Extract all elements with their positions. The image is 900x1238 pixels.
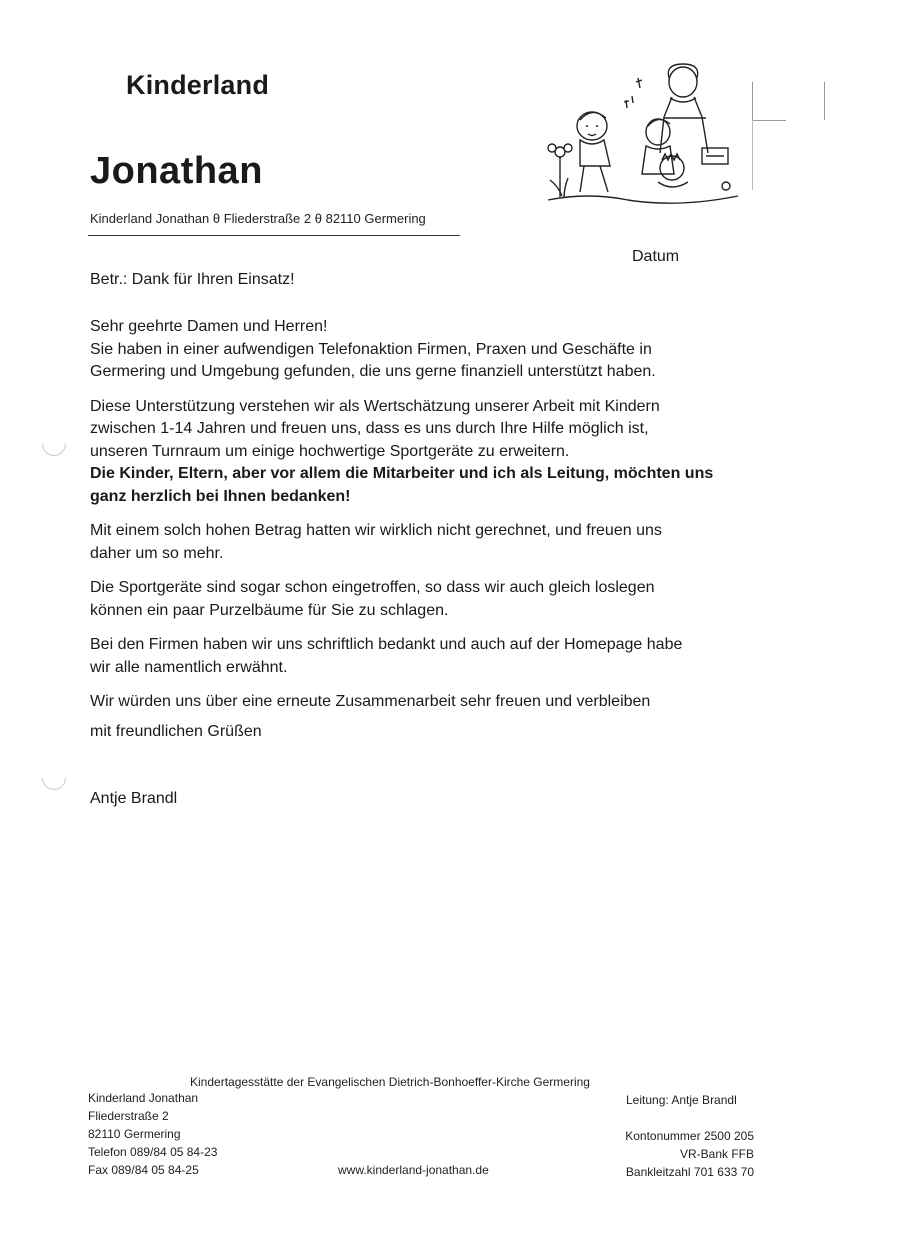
brand-main: Jonathan <box>90 150 263 192</box>
footer-contact <box>88 1089 217 1179</box>
punch-hole-mark <box>37 427 71 461</box>
page-mark <box>752 120 786 121</box>
page-mark <box>824 82 825 120</box>
sender-divider <box>88 235 460 236</box>
paragraph: Diese Unterstützung verstehen wir als Wertschätzung unserer Arbeit mit Kindern zwischen 1-14 Jahren und freuen uns, dass es uns durch Ihre Hilfe möglich ist, unseren Turnraum um einige hochwertige Sportgeräte zu erweitern. <box>90 397 660 460</box>
footer-account: Kontonummer 2500 205 <box>625 1129 754 1143</box>
subject-line: Betr.: Dank für Ihren Einsatz! <box>90 271 295 288</box>
paragraph: Sehr geehrte Damen und Herren! Sie haben in einer aufwendigen Telefonaktion Firmen, Praxen und Geschäfte in Germering und Umgebung gefunden, die uns gerne finanziell unterstützt haben. <box>90 318 656 380</box>
footer-bank-details <box>602 1127 754 1181</box>
footer-organization: Kindertagesstätte der Evangelischen Dietrich-Bonhoeffer-Kirche Germering <box>190 1075 590 1089</box>
date-label: Datum <box>632 248 680 265</box>
paragraph: Wir würden uns über eine erneute Zusammenarbeit sehr freuen und verbleiben <box>90 693 651 710</box>
children-drawing-icon <box>540 60 750 210</box>
sender-address: Kinderland Jonathan θ Fliederstraße 2 θ 82110 Germering <box>90 211 426 226</box>
paragraph-emphasis: Die Kinder, Eltern, aber vor allem die Mitarbeiter und ich als Leitung, möchten uns ganz herzlich bei Ihnen bedanken! <box>90 465 714 505</box>
page-mark <box>752 120 753 190</box>
punch-hole-mark <box>37 761 71 795</box>
footer-phone: Telefon 089/84 05 84-23 <box>88 1145 218 1159</box>
closing: mit freundlichen Grüßen <box>90 723 262 740</box>
footer-street: Fliederstraße 2 <box>88 1109 169 1123</box>
footer-bank: VR-Bank FFB <box>679 1147 754 1161</box>
paragraph: Die Sportgeräte sind sogar schon eingetroffen, so dass wir auch gleich loslegen können ein paar Purzelbäume für Sie zu schlagen. <box>90 579 655 619</box>
brand-top: Kinderland <box>126 70 270 100</box>
footer-website[interactable]: www.kinderland-jonathan.de <box>338 1163 489 1177</box>
footer-bank-code: Bankleitzahl 701 633 70 <box>625 1165 754 1179</box>
footer-name: Kinderland Jonathan <box>88 1091 199 1105</box>
footer-city: 82110 Germering <box>88 1127 181 1141</box>
paragraph: Mit einem solch hohen Betrag hatten wir wirklich nicht gerechnet, und freuen uns daher um so mehr. <box>90 522 662 562</box>
paragraph: Bei den Firmen haben wir uns schriftlich bedankt und auch auf der Homepage habe wir alle namentlich erwähnt. <box>90 636 683 676</box>
signature: Antje Brandl <box>90 790 178 807</box>
letter-body <box>90 316 755 726</box>
page-mark <box>752 82 753 120</box>
footer-leader: Leitung: Antje Brandl <box>626 1093 737 1107</box>
footer-fax: Fax 089/84 05 84-25 <box>88 1163 199 1177</box>
